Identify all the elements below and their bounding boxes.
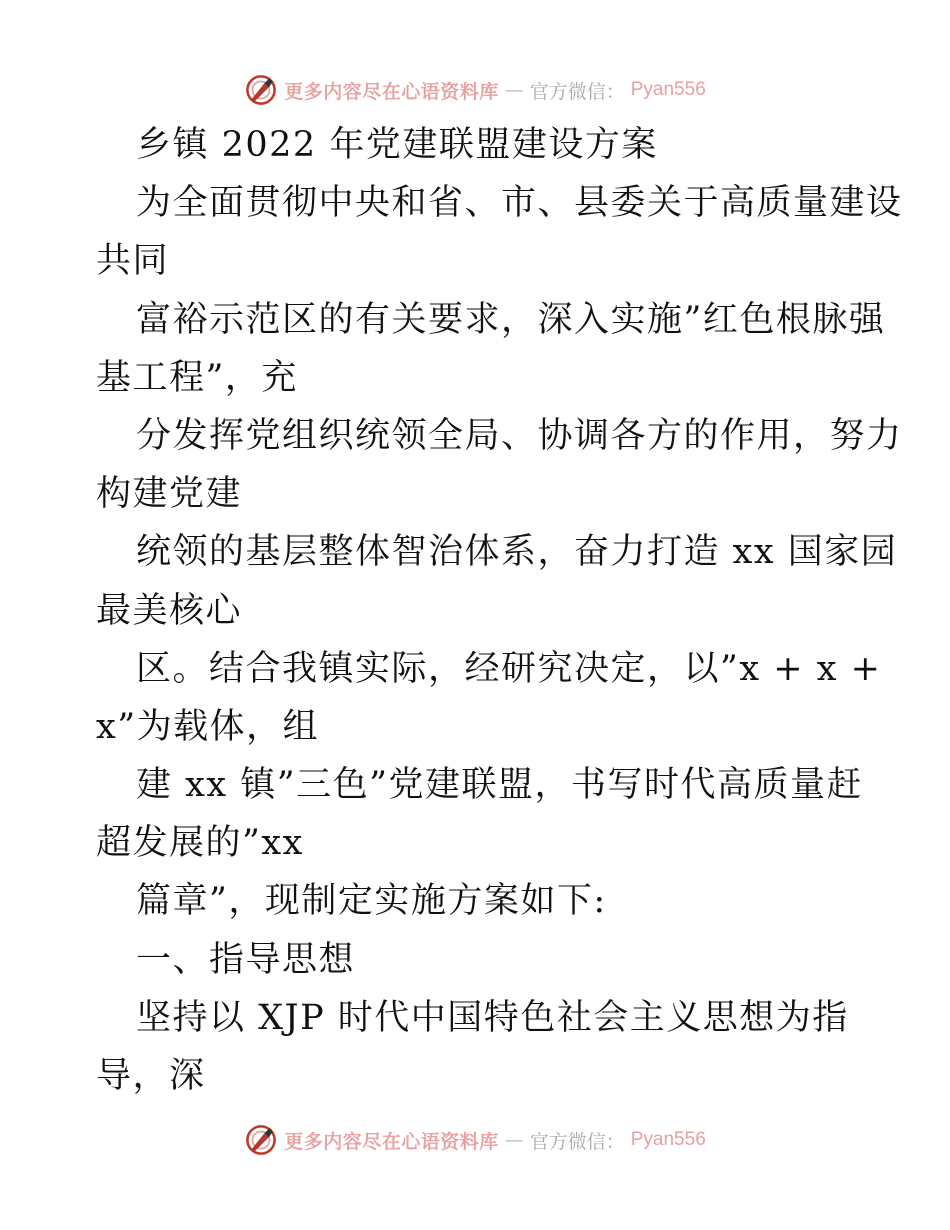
paragraph-line: 统领的基层整体智治体系，奋力打造 xx 国家园 — [136, 532, 898, 573]
footer-watermark — [0, 1120, 950, 1160]
paragraph-line: 最美核心 — [96, 590, 243, 631]
pen-nib-logo-icon — [244, 73, 278, 107]
section-heading: 一、指导思想 — [136, 939, 356, 980]
paragraph-line: 富裕示范区的有关要求，深入实施”红色根脉强 — [136, 299, 886, 340]
paragraph-line: 为全面贯彻中央和省、市、县委关于高质量建设 — [136, 183, 903, 224]
document-body — [96, 116, 903, 1105]
paragraph-line: 分发挥党组织统领全局、协调各方的作用，努力 — [136, 415, 903, 456]
watermark-text: 更多内容尽在心语资料库 — [284, 1130, 499, 1153]
watermark-prefix: 官方微信： — [529, 1130, 625, 1153]
paragraph-line: 篇章”，现制定实施方案如下: — [136, 881, 607, 922]
paragraph-line: 基工程”，充 — [96, 357, 298, 398]
paragraph-line: 共同 — [96, 241, 170, 282]
paragraph-line: 导，深 — [96, 1056, 206, 1096]
paragraph-line: 建 xx 镇”三色”党建联盟，书写时代高质量赶 — [136, 765, 864, 806]
watermark-text: 更多内容尽在心语资料库 — [284, 80, 499, 103]
watermark-handle: Pyan556 — [630, 1129, 706, 1150]
watermark-prefix: 官方微信： — [529, 80, 625, 103]
watermark-separator: — — [504, 79, 524, 101]
pen-nib-logo-icon — [244, 1123, 278, 1157]
paragraph-line: 超发展的”xx — [96, 823, 304, 864]
paragraph-line: 区。结合我镇实际，经研究决定，以”x + x + — [136, 648, 882, 689]
watermark-handle: Pyan556 — [630, 79, 706, 100]
paragraph-line: x”为载体，组 — [96, 706, 320, 747]
paragraph-line: 坚持以 XJP 时代中国特色社会主义思想为指 — [136, 997, 849, 1038]
document-title: 乡镇 2022 年党建联盟建设方案 — [136, 125, 658, 165]
paragraph-line: 构建党建 — [96, 474, 243, 515]
watermark-separator: — — [504, 1129, 524, 1151]
header-watermark — [0, 70, 950, 110]
